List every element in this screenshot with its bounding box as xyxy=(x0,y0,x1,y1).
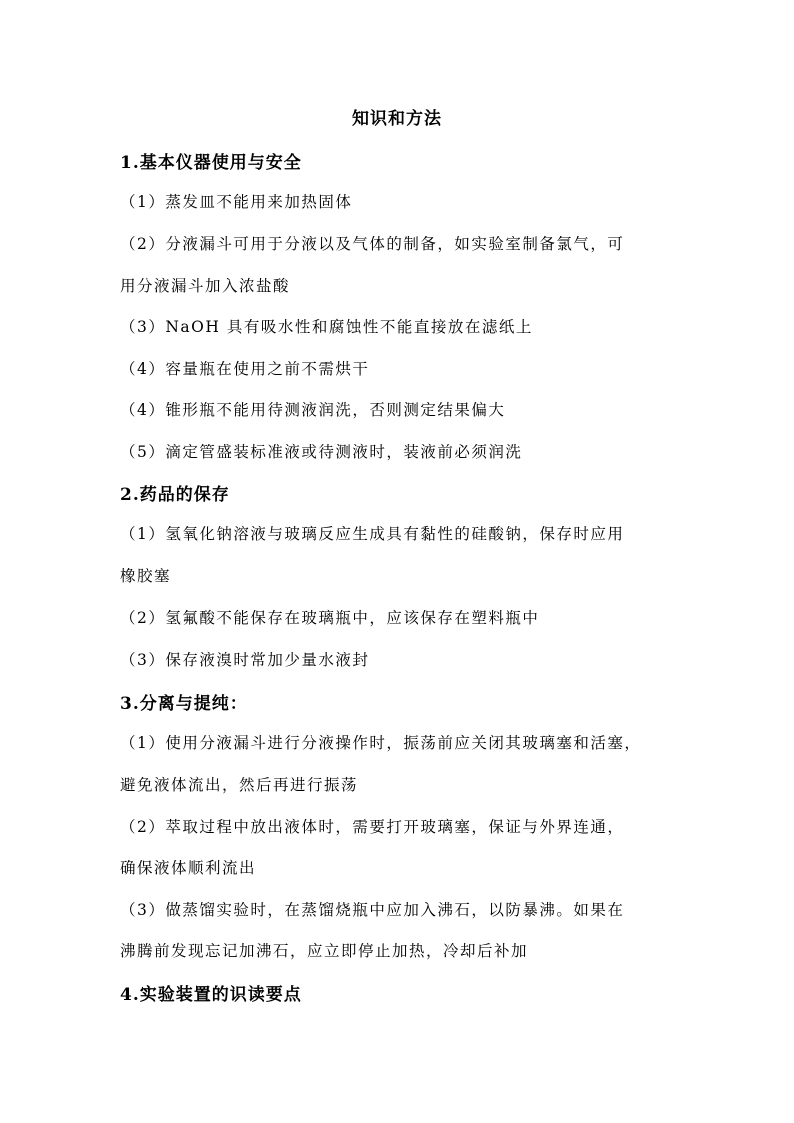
text-line: 沸腾前发现忘记加沸石，应立即停止加热，冷却后补加 xyxy=(120,942,529,960)
section-heading: 3.分离与提纯： xyxy=(120,694,248,714)
section-heading: 4.实验装置的识读要点 xyxy=(120,985,302,1005)
text-line: （4）容量瓶在使用之前不需烘干 xyxy=(120,360,370,378)
text-line: （1）蒸发皿不能用来加热固体 xyxy=(120,193,353,211)
text-line: （1）使用分液漏斗进行分液操作时，振荡前应关闭其玻璃塞和活塞， xyxy=(120,734,642,752)
text-line: （5）滴定管盛装标准液或待测液时，装液前必须润洗 xyxy=(120,443,523,461)
section-heading: 2.药品的保存 xyxy=(120,485,230,505)
text-line: （2）分液漏斗可用于分液以及气体的制备，如实验室制备氯气，可 xyxy=(120,235,625,253)
text-line: 橡胶塞 xyxy=(120,567,172,585)
section-heading: 1.基本仪器使用与安全 xyxy=(120,153,302,173)
text-line: 确保液体顺利流出 xyxy=(120,859,257,877)
text-line: （1）氢氧化钠溶液与玻璃反应生成具有黏性的硅酸钠，保存时应用 xyxy=(120,525,625,543)
page-title: 知识和方法 xyxy=(352,109,442,129)
text-line: 避免液体流出，然后再进行振荡 xyxy=(120,776,359,794)
text-line: （3）NaOH 具有吸水性和腐蚀性不能直接放在滤纸上 xyxy=(120,318,533,336)
text-line: （4）锥形瓶不能用待测液润洗，否则测定结果偏大 xyxy=(120,401,506,419)
text-line: （3）做蒸馏实验时，在蒸馏烧瓶中应加入沸石，以防暴沸。如果在 xyxy=(120,901,625,919)
text-line: （2）萃取过程中放出液体时，需要打开玻璃塞，保证与外界连通， xyxy=(120,818,625,836)
text-line: （3）保存液溴时常加少量水液封 xyxy=(120,651,370,669)
text-line: （2）氢氟酸不能保存在玻璃瓶中，应该保存在塑料瓶中 xyxy=(120,609,540,627)
text-line: 用分液漏斗加入浓盐酸 xyxy=(120,277,291,295)
